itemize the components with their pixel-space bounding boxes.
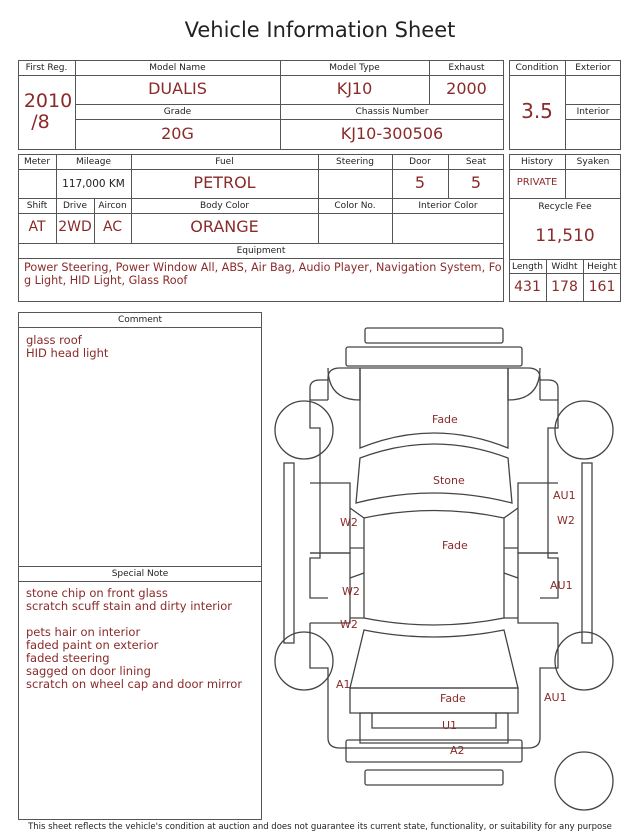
damage-left-rear-quarter: W2 — [340, 618, 358, 631]
length-value: 431 — [514, 279, 541, 295]
special-note-line: scratch scuff stain and dirty interior — [26, 599, 232, 613]
exhaust-label: Exhaust — [448, 63, 485, 73]
first-reg-month: /8 — [31, 111, 50, 133]
special-note-line: faded steering — [26, 651, 110, 665]
damage-right-rear-wheel: AU1 — [544, 691, 567, 704]
front-bumper-shape — [365, 328, 503, 343]
right-rear-wheel-shape — [555, 632, 613, 690]
color-no-label: Color No. — [334, 201, 376, 211]
history-value: PRIVATE — [516, 177, 558, 188]
aircon-value: AC — [102, 219, 123, 235]
left-front-wheel-shape — [275, 401, 333, 459]
right-front-wheel-shape — [555, 401, 613, 459]
page-title: Vehicle Information Sheet — [184, 18, 456, 42]
mileage-label: Mileage — [75, 157, 112, 167]
grade-value: 20G — [161, 124, 194, 143]
body-color-value: ORANGE — [190, 217, 259, 236]
meter-label: Meter — [23, 157, 51, 167]
damage-tail-panel: U1 — [442, 719, 458, 732]
rear-valance-shape — [365, 770, 503, 785]
mileage-value: 117,000 KM — [62, 178, 125, 190]
damage-trunk: Fade — [440, 692, 466, 705]
grade-label: Grade — [163, 107, 192, 117]
width-label: Widht — [551, 262, 578, 272]
damage-left-rear-door: W2 — [342, 585, 360, 598]
damage-left-rear-wheel: A1 — [336, 678, 351, 691]
damage-rear-bumper: A2 — [450, 744, 465, 757]
left-side-shape — [310, 400, 328, 598]
damage-right-front-top: AU1 — [553, 489, 576, 502]
shift-label: Shift — [26, 201, 48, 211]
body-color-label: Body Color — [199, 201, 250, 211]
left-skirt-shape — [284, 463, 294, 643]
exterior-label: Exterior — [575, 63, 611, 73]
spare-wheel-shape — [555, 752, 613, 810]
comment-label: Comment — [117, 315, 163, 325]
front-grille-shape — [346, 347, 522, 366]
hood-shape — [360, 368, 508, 448]
condition-label: Condition — [515, 63, 559, 73]
steering-label: Steering — [336, 157, 374, 167]
door-value: 5 — [414, 173, 426, 192]
aircon-label: Aircon — [98, 201, 127, 211]
syaken-label: Syaken — [576, 157, 610, 167]
comment-line: glass roof — [26, 333, 82, 347]
drive-label: Drive — [63, 201, 87, 211]
special-note-line: pets hair on interior — [26, 625, 141, 639]
special-note-line: stone chip on front glass — [26, 586, 168, 600]
exhaust-value: 2000 — [446, 79, 487, 98]
height-value: 161 — [588, 279, 616, 295]
interior-color-label: Interior Color — [418, 201, 478, 211]
special-note-line: faded paint on exterior — [26, 638, 159, 652]
right-skirt-shape — [582, 463, 592, 643]
damage-left-front-door: W2 — [340, 516, 358, 529]
width-value: 178 — [551, 279, 578, 295]
height-label: Height — [587, 262, 617, 272]
equipment-line-1: Power Steering, Power Window All, ABS, Air Bag, Audio Player, Navigation System, Fo — [24, 261, 502, 274]
door-label: Door — [409, 157, 431, 167]
damage-hood: Fade — [432, 413, 458, 426]
fuel-value: PETROL — [193, 173, 256, 192]
right-front-door-shape — [518, 483, 558, 553]
right-headlight-shape — [508, 368, 540, 400]
comment-line: HID head light — [26, 346, 109, 360]
equipment-line-2: g Light, HID Light, Glass Roof — [24, 274, 188, 287]
damage-right-front-door: W2 — [557, 514, 575, 527]
first-reg-year: 2010 — [23, 90, 73, 112]
damage-right-rear-door: AU1 — [550, 579, 573, 592]
special-note-line: scratch on wheel cap and door mirror — [26, 677, 243, 691]
damage-windshield: Stone — [433, 474, 465, 487]
drive-value: 2WD — [58, 219, 92, 235]
special-note-label: Special Note — [111, 569, 169, 579]
model-name-value: DUALIS — [148, 79, 207, 98]
special-note-list — [26, 587, 242, 691]
length-label: Length — [511, 262, 544, 272]
special-note-line: sagged on door lining — [26, 664, 151, 678]
trunk-shape — [350, 688, 518, 713]
left-rear-wheel-shape — [275, 632, 333, 690]
interior-label: Interior — [576, 107, 610, 117]
chassis-number-label: Chassis Number — [355, 107, 429, 117]
first-reg-label: First Reg. — [25, 63, 68, 73]
equipment-label: Equipment — [236, 246, 286, 256]
rear-window-shape — [350, 630, 518, 688]
damage-roof: Fade — [442, 539, 468, 552]
model-name-label: Model Name — [149, 63, 206, 73]
model-type-value: KJ10 — [336, 79, 373, 98]
model-type-label: Model Type — [329, 63, 380, 73]
fuel-label: Fuel — [215, 157, 234, 167]
comment-list — [26, 334, 108, 360]
roof-shape — [364, 511, 504, 626]
left-headlight-shape — [328, 368, 360, 400]
shift-value: AT — [28, 219, 46, 235]
seat-value: 5 — [470, 173, 482, 192]
history-label: History — [520, 157, 554, 167]
recycle-fee-value: 11,510 — [535, 226, 595, 246]
chassis-number-value: KJ10-300506 — [340, 124, 444, 143]
recycle-fee-label: Recycle Fee — [538, 202, 592, 212]
condition-value: 3.5 — [521, 99, 553, 123]
footer-disclaimer: This sheet reflects the vehicle's condition at auction and does not guarantee its current state, functionality, or suitability for any purpose — [28, 822, 612, 832]
seat-label: Seat — [465, 157, 487, 167]
